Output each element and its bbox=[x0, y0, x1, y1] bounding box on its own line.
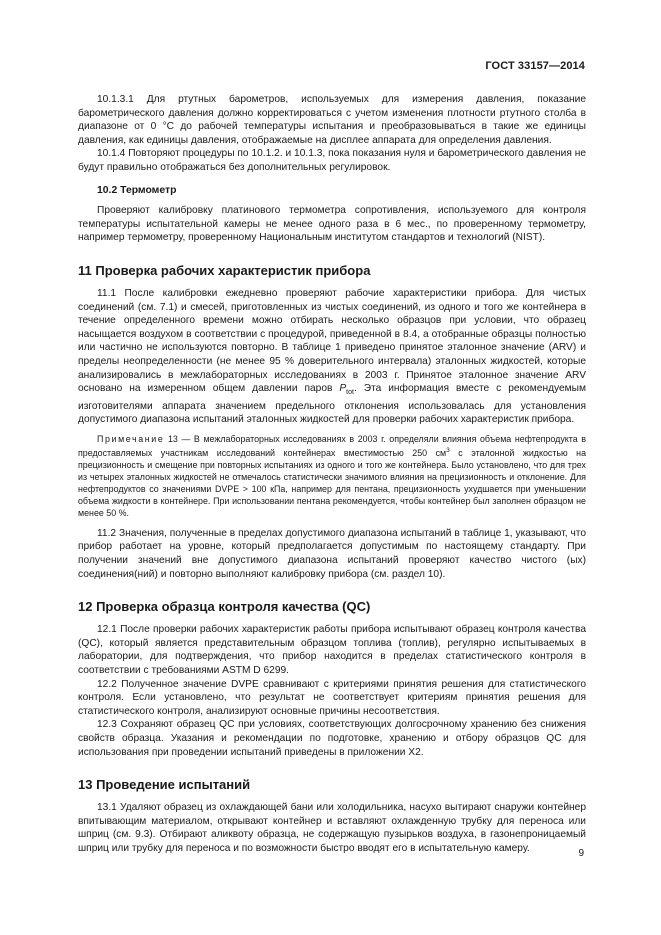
section-heading-11: 11 Проверка рабочих характеристик прибора bbox=[78, 262, 371, 278]
subsection-heading-10-2: 10.2 Термометр bbox=[97, 184, 177, 196]
paragraph-10-1-4: 10.1.4 Повторяют процедуры по 10.1.2. и 10.1.3, пока показания нуля и барометрического давления не будут правильно отображаться без дополнительных регулировок. bbox=[78, 148, 586, 173]
paragraph-12-3: 12.3 Сохраняют образец QC при условиях, соответствующих долгосрочному хранению без снижения свойств образца. Указания и рекомендации по подготовке, хранению и отбору образцов QC для использования при проведении испытаний приведены в приложении Х2. bbox=[78, 719, 586, 758]
page-number: 9 bbox=[578, 848, 584, 859]
paragraph-11-1: 11.1 После калибровки ежедневно проверяют рабочие характеристики прибора. Для чистых соединений (см. 7.1) и смесей, приготовленных из чистых соединений, из одного и того же контейнера в течение определенного времени можно отбирать несколько образцов при условии, что образец насыщается воздухом в соответствии с процедурой, приведенной в 8.4, а отобранные образцы полностью или частично не используются повторно. В таблице 1 приведено принятое эталонное значение (ARV) и пределы неопределенности (не менее 95 % доверительного интервала) эталонных жидкостей, которые анализировались в межлабораторных исследованиях в 2003 г. Принятое эталонное значение ARV основано на измеренном общем давлении паров $P_{tot}$. Эта информация вместе с рекомендуемым изготовителями аппарата значением предельного отклонения использовалась для установления допустимого диапазона испытаний эталонных жидкостей для проверки рабочих характеристик прибора. bbox=[78, 287, 586, 426]
page-content bbox=[78, 93, 586, 856]
paragraph-12-2: 12.2 Полученное значение DVPE сравнивают с критериями принятия решения для статистического контроля. Если установлено, что результат не соответствует критериям принятия решения для статистического контроля, анализируют основные причины несоответствия. bbox=[78, 678, 586, 717]
paragraph-12-1: 12.1 После проверки рабочих характеристик работы прибора испытывают образец контроля качества (QC), который является представительным образцом топлива (топлив), регулярно испытываемых в лаборатории, для подтверждения, что прибор находится в пределах статистического контроля в соответствии с требованиями ASTM D 6299. bbox=[78, 624, 586, 677]
section-heading-12: 12 Проверка образца контроля качества (QC) bbox=[78, 599, 371, 615]
paragraph-10-1-3-1: 10.1.3.1 Для ртутных барометров, используемых для измерения давления, показание барометрического давления должно корректироваться с учетом изменения плотности ртутного столба в диапазоне от 0 °С до рабочей температуры испытания и преобразовываться в такие же единицы давления, как единицы давления, отображаемые на дисплее аппарата для определения давления. bbox=[78, 94, 586, 146]
paragraph-13-1: 13.1 Удаляют образец из охлаждающей бани или холодильника, насухо вытирают снаружи контейнер впитывающим материалом, открывают контейнер и вставляют охлажденную трубку для переноса или шприц (см. 9.3). Отбирают аликвоту образца, не содержащую пузырьков воздуха, в газонепроницаемый шприц или трубку для переноса и по возможности быстро вводят его в испытательную камеру. bbox=[78, 802, 586, 854]
paragraph-11-2: 11.2 Значения, полученные в пределах допустимого диапазона испытаний в таблице 1, указывают, что прибор работает на уровне, который предполагается допустимым по настоящему стандарту. При получении значений вне допустимого диапазона испытаний проверяют качество чистого (ых) соединения(ний) и повторно выполняют калибровку прибора (см. раздел 10). bbox=[78, 527, 586, 580]
section-heading-13: 13 Проведение испытаний bbox=[78, 777, 251, 793]
note-13: Примечание 13 — В межлабораторных исследованиях в 2003 г. определяли влияния объема нефтепродукта в предоставляемых участникам исследований контейнерах вместимостью 250 $см^3$ с эталонной жидкостью на прецизионность и смещение при повторных испытаниях из одного и того же контейнера. Было установлено, что для трех из четырех эталонных жидкостей не отмечалось статистически значимого влияния на прецизионность и отклонение. Для нефтепродуктов со значениями DVPE > 100 кПа, например для пентана, прецизионность ухудшается при уменьшении объема жидкости в контейнере. При использовании пентана рекомендуется, чтобы контейнер был заполнен образцом не менее 50 %. bbox=[78, 433, 587, 518]
document-code: ГОСТ 33157—2014 bbox=[485, 60, 585, 72]
paragraph-10-2: Проверяют калибровку платинового термометра сопротивления, используемого для контроля температуры испытательной камеры не менее одного раза в 6 мес., по проверенному термометру, например термометру, проверенному Национальным институтом стандартов и технологий (NIST). bbox=[78, 205, 586, 244]
